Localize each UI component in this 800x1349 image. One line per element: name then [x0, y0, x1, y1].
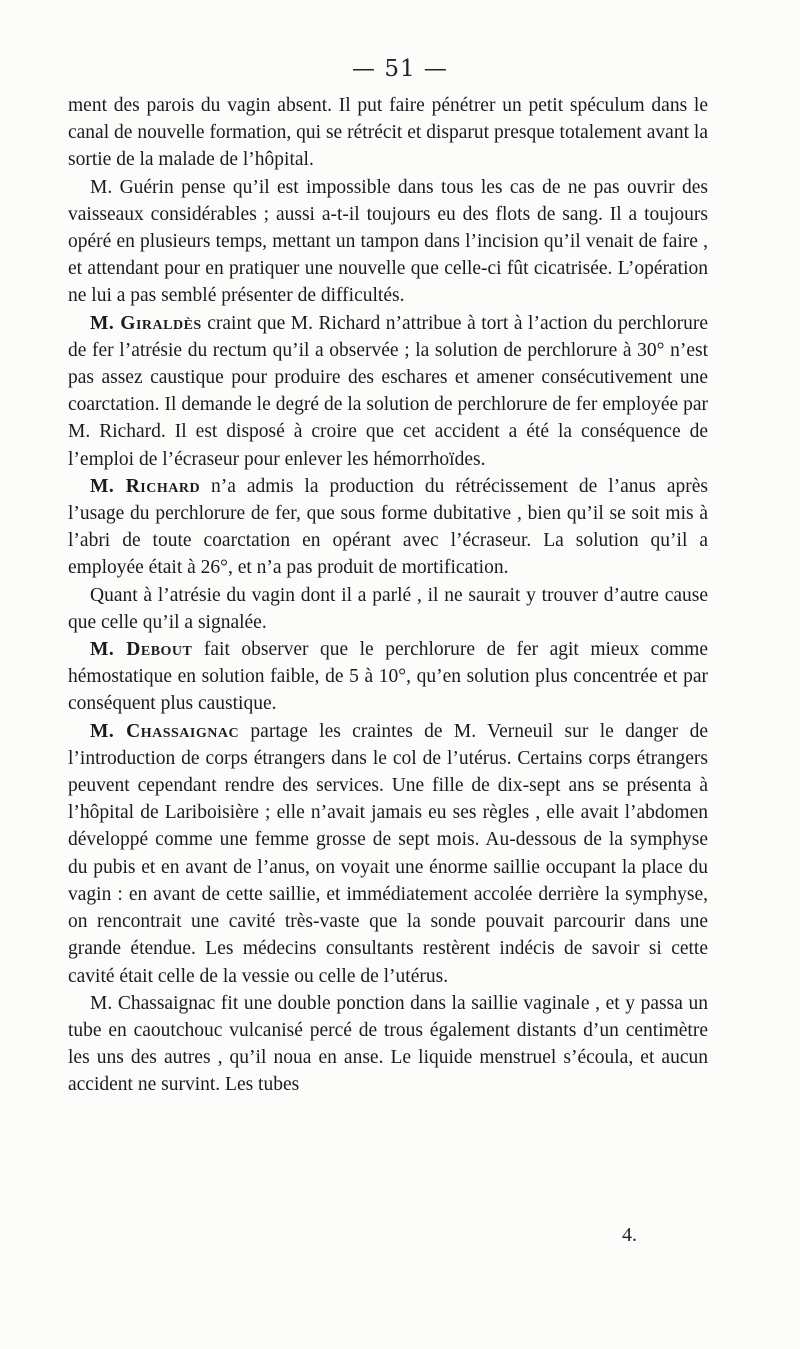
paragraph-text: M. Guérin pense qu’il est impossible dans tous les cas de ne pas ouvrir des vaisseaux considérables ; aussi a-t-il toujours eu des flots de sang. Il a toujours opéré en plusieurs temps, mettant un tampon dans l’incision qu’il venait de faire , et attendant pour en pratiquer une nouvelle que celle-ci fût cicatrisée. L’opération ne lui a pas semblé présenter de difficultés.: [68, 176, 708, 307]
speaker-name: M. Richard: [90, 475, 201, 497]
paragraph-chassaignac-ponction: [68, 990, 708, 1099]
paragraph-giraldes: [68, 310, 708, 473]
paragraph-text: Quant à l’atrésie du vagin dont il a parlé , il ne saurait y trouver d’autre cause que celle qu’il a signalée.: [68, 584, 708, 633]
paragraph-richard: [68, 473, 708, 582]
speaker-name: M. Giraldès: [90, 312, 202, 334]
paragraph-debout: [68, 636, 708, 718]
paragraph-text: craint que M. Richard n’attribue à tort à l’action du perchlorure de fer l’atrésie du rectum qu’il a observée ; la solution de perchlorure à 30° n’est pas assez caustique pour produire des eschares et amener consécutivement une coarctation. Il demande le degré de la solution de perchlorure de fer employée par M. Richard. Il est disposé à croire que cet accident a été la conséquence de l’emploi de l’écraseur pour enlever les hémorrhoïdes.: [68, 312, 708, 470]
speaker-name: M. Debout: [90, 639, 193, 661]
paragraph-chassaignac: [68, 718, 708, 990]
paragraph-atresie: [68, 582, 708, 636]
paragraph-continuation: [68, 92, 708, 174]
paragraph-guerin: [68, 174, 708, 310]
paragraph-text: fait observer que le perchlorure de fer agit mieux comme hémostatique en solution faible, de 5 à 10°, qu’en solution plus concentrée et par conséquent plus caustique.: [68, 639, 708, 715]
paragraph-text: ment des parois du vagin absent. Il put faire pénétrer un petit spéculum dans le canal de nouvelle formation, qui se rétrécit et disparut presque totalement avant la sortie de la malade de l’hôpital.: [68, 95, 708, 171]
speaker-name: M. Chassaignac: [90, 720, 240, 742]
paragraph-text: partage les craintes de M. Verneuil sur le danger de l’introduction de corps étrangers dans le col de l’utérus. Certains corps étrangers peuvent cependant rendre des services. Une fille de dix-sept ans se présenta à l’hôpital de Lariboisière ; elle n’avait jamais eu ses règles , elle avait l’abdomen développé comme une femme grosse de sept mois. Au-dessous de la symphyse du pubis et en avant de l’anus, on voyait une énorme saillie occupant la place du vagin : en avant de cette saillie, et immédiatement accolée derrière la symphyse, on rencontrait une cavité très-vaste que la sonde pouvait parcourir dans une grande étendue. Les médecins consultants restèrent indécis de savoir si cette cavité était celle de la vessie ou celle de l’utérus.: [68, 720, 708, 987]
body-text: [68, 92, 708, 1099]
signature-mark: 4.: [622, 1224, 637, 1246]
page-number: — 51 —: [352, 56, 448, 82]
paragraph-text: M. Chassaignac fit une double ponction dans la saillie vaginale , et y passa un tube en caoutchouc vulcanisé percé de trous également distants d’un centimètre les uns des autres , qu’il noua en anse. Le liquide menstruel s’écoula, et aucun accident ne survint. Les tubes: [68, 992, 708, 1096]
paragraph-text: n’a admis la production du rétrécissement de l’anus après l’usage du perchlorure de fer, que sous forme dubitative , bien qu’il se soit mis à l’abri de toute coarctation en opérant avec l’écraseur. La solution qu’il a employée était à 26°, et n’a pas produit de mortification.: [68, 475, 708, 579]
